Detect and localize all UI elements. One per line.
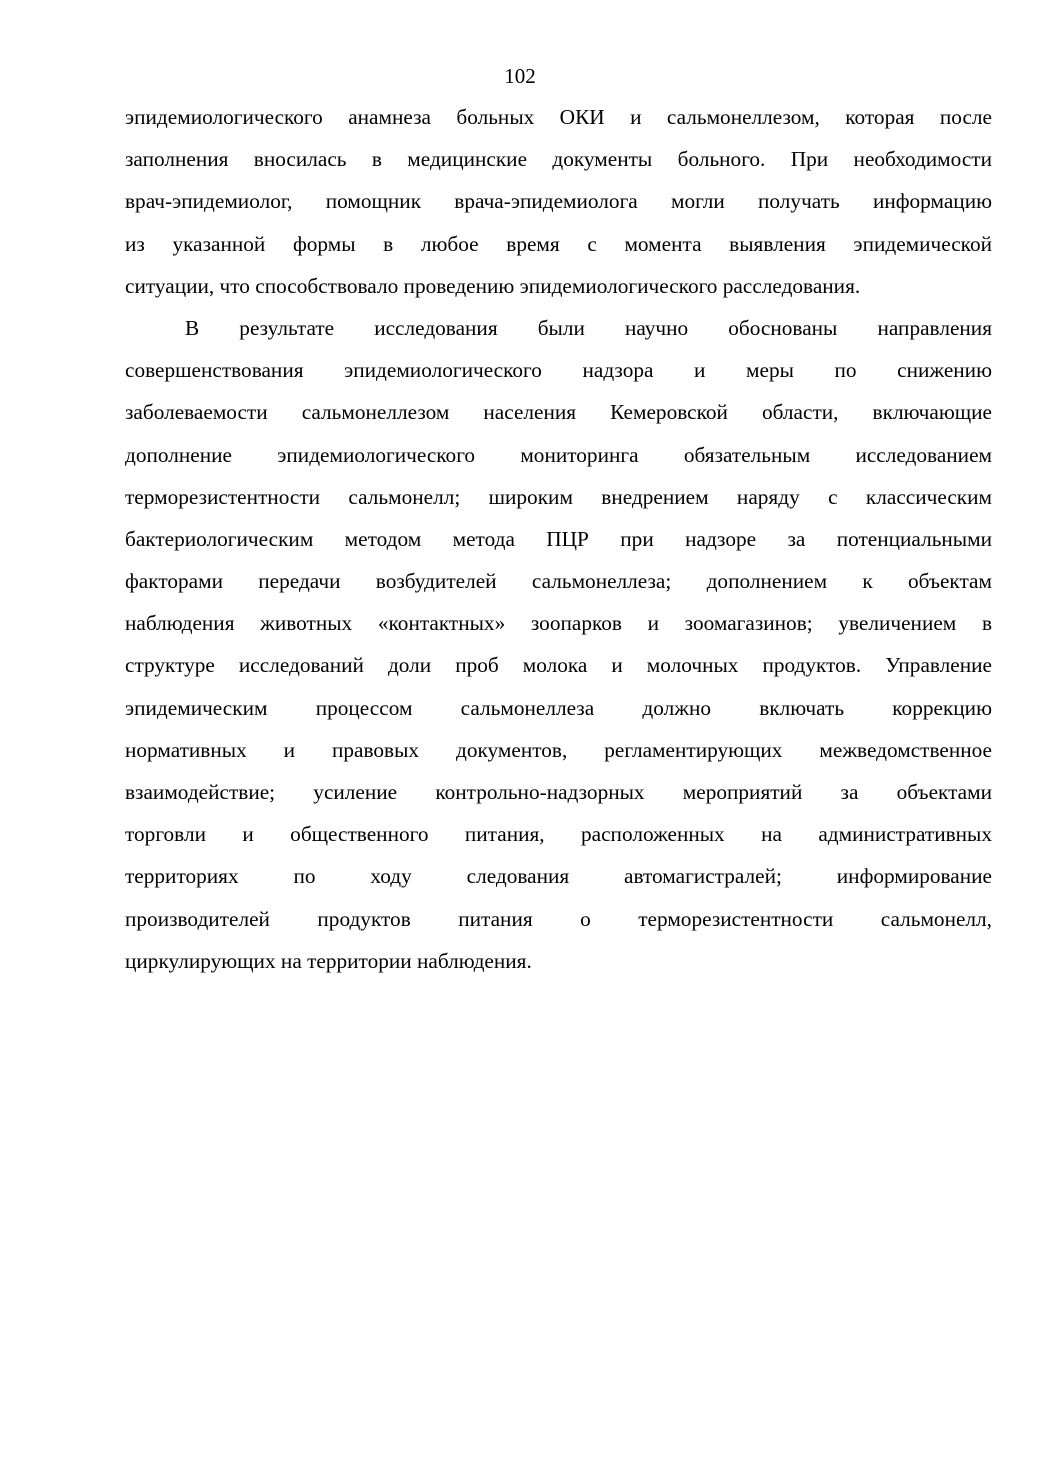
text-line: территориях по ходу следования автомагистралей; информирование — [125, 864, 992, 889]
text-line: заполнения вносилась в медицинские документы больного. При необходимости — [125, 147, 992, 172]
text-line: структуре исследований доли проб молока и молочных продуктов. Управление — [125, 653, 992, 678]
text-line: терморезистентности сальмонелл; широким внедрением наряду с классическим — [125, 484, 992, 509]
paragraph-1 — [125, 96, 992, 307]
text-line: эпидемическим процессом сальмонеллеза должно включать коррекцию — [125, 695, 992, 720]
text-line: из указанной формы в любое время с момента выявления эпидемической — [125, 231, 992, 256]
text-line: взаимодействие; усиление контрольно-надзорных мероприятий за объектами — [125, 780, 992, 804]
text-line: наблюдения животных «контактных» зоопарков и зоомагазинов; увеличением в — [125, 611, 992, 636]
paragraph-2 — [125, 307, 992, 982]
text-line: врач-эпидемиолог, помощник врача-эпидемиолога могли получать информацию — [125, 189, 992, 214]
text-line: циркулирующих на территории наблюдения. — [125, 948, 532, 973]
page-number: 102 — [504, 64, 536, 88]
text-line: ситуации, что способствовало проведению эпидемиологического расследования. — [125, 273, 861, 298]
body-text — [125, 96, 992, 982]
text-line: заболеваемости сальмонеллезом населения Кемеровской области, включающие — [125, 400, 992, 425]
text-line: эпидемиологического анамнеза больных ОКИ и сальмонеллезом, которая после — [125, 105, 992, 129]
text-line: совершенствования эпидемиологического надзора и меры по снижению — [125, 358, 992, 383]
text-line: бактериологическим методом метода ПЦР при надзоре за потенциальными — [125, 526, 992, 551]
text-line: дополнение эпидемиологического мониторинга обязательным исследованием — [125, 442, 992, 467]
text-line: производителей продуктов питания о терморезистентности сальмонелл, — [125, 906, 992, 931]
text-line: В результате исследования были научно обоснованы направления — [185, 315, 992, 340]
text-line: нормативных и правовых документов, регламентирующих межведомственное — [125, 737, 992, 762]
text-line: торговли и общественного питания, расположенных на административных — [125, 822, 992, 847]
text-line: факторами передачи возбудителей сальмонеллеза; дополнением к объектам — [125, 569, 992, 594]
